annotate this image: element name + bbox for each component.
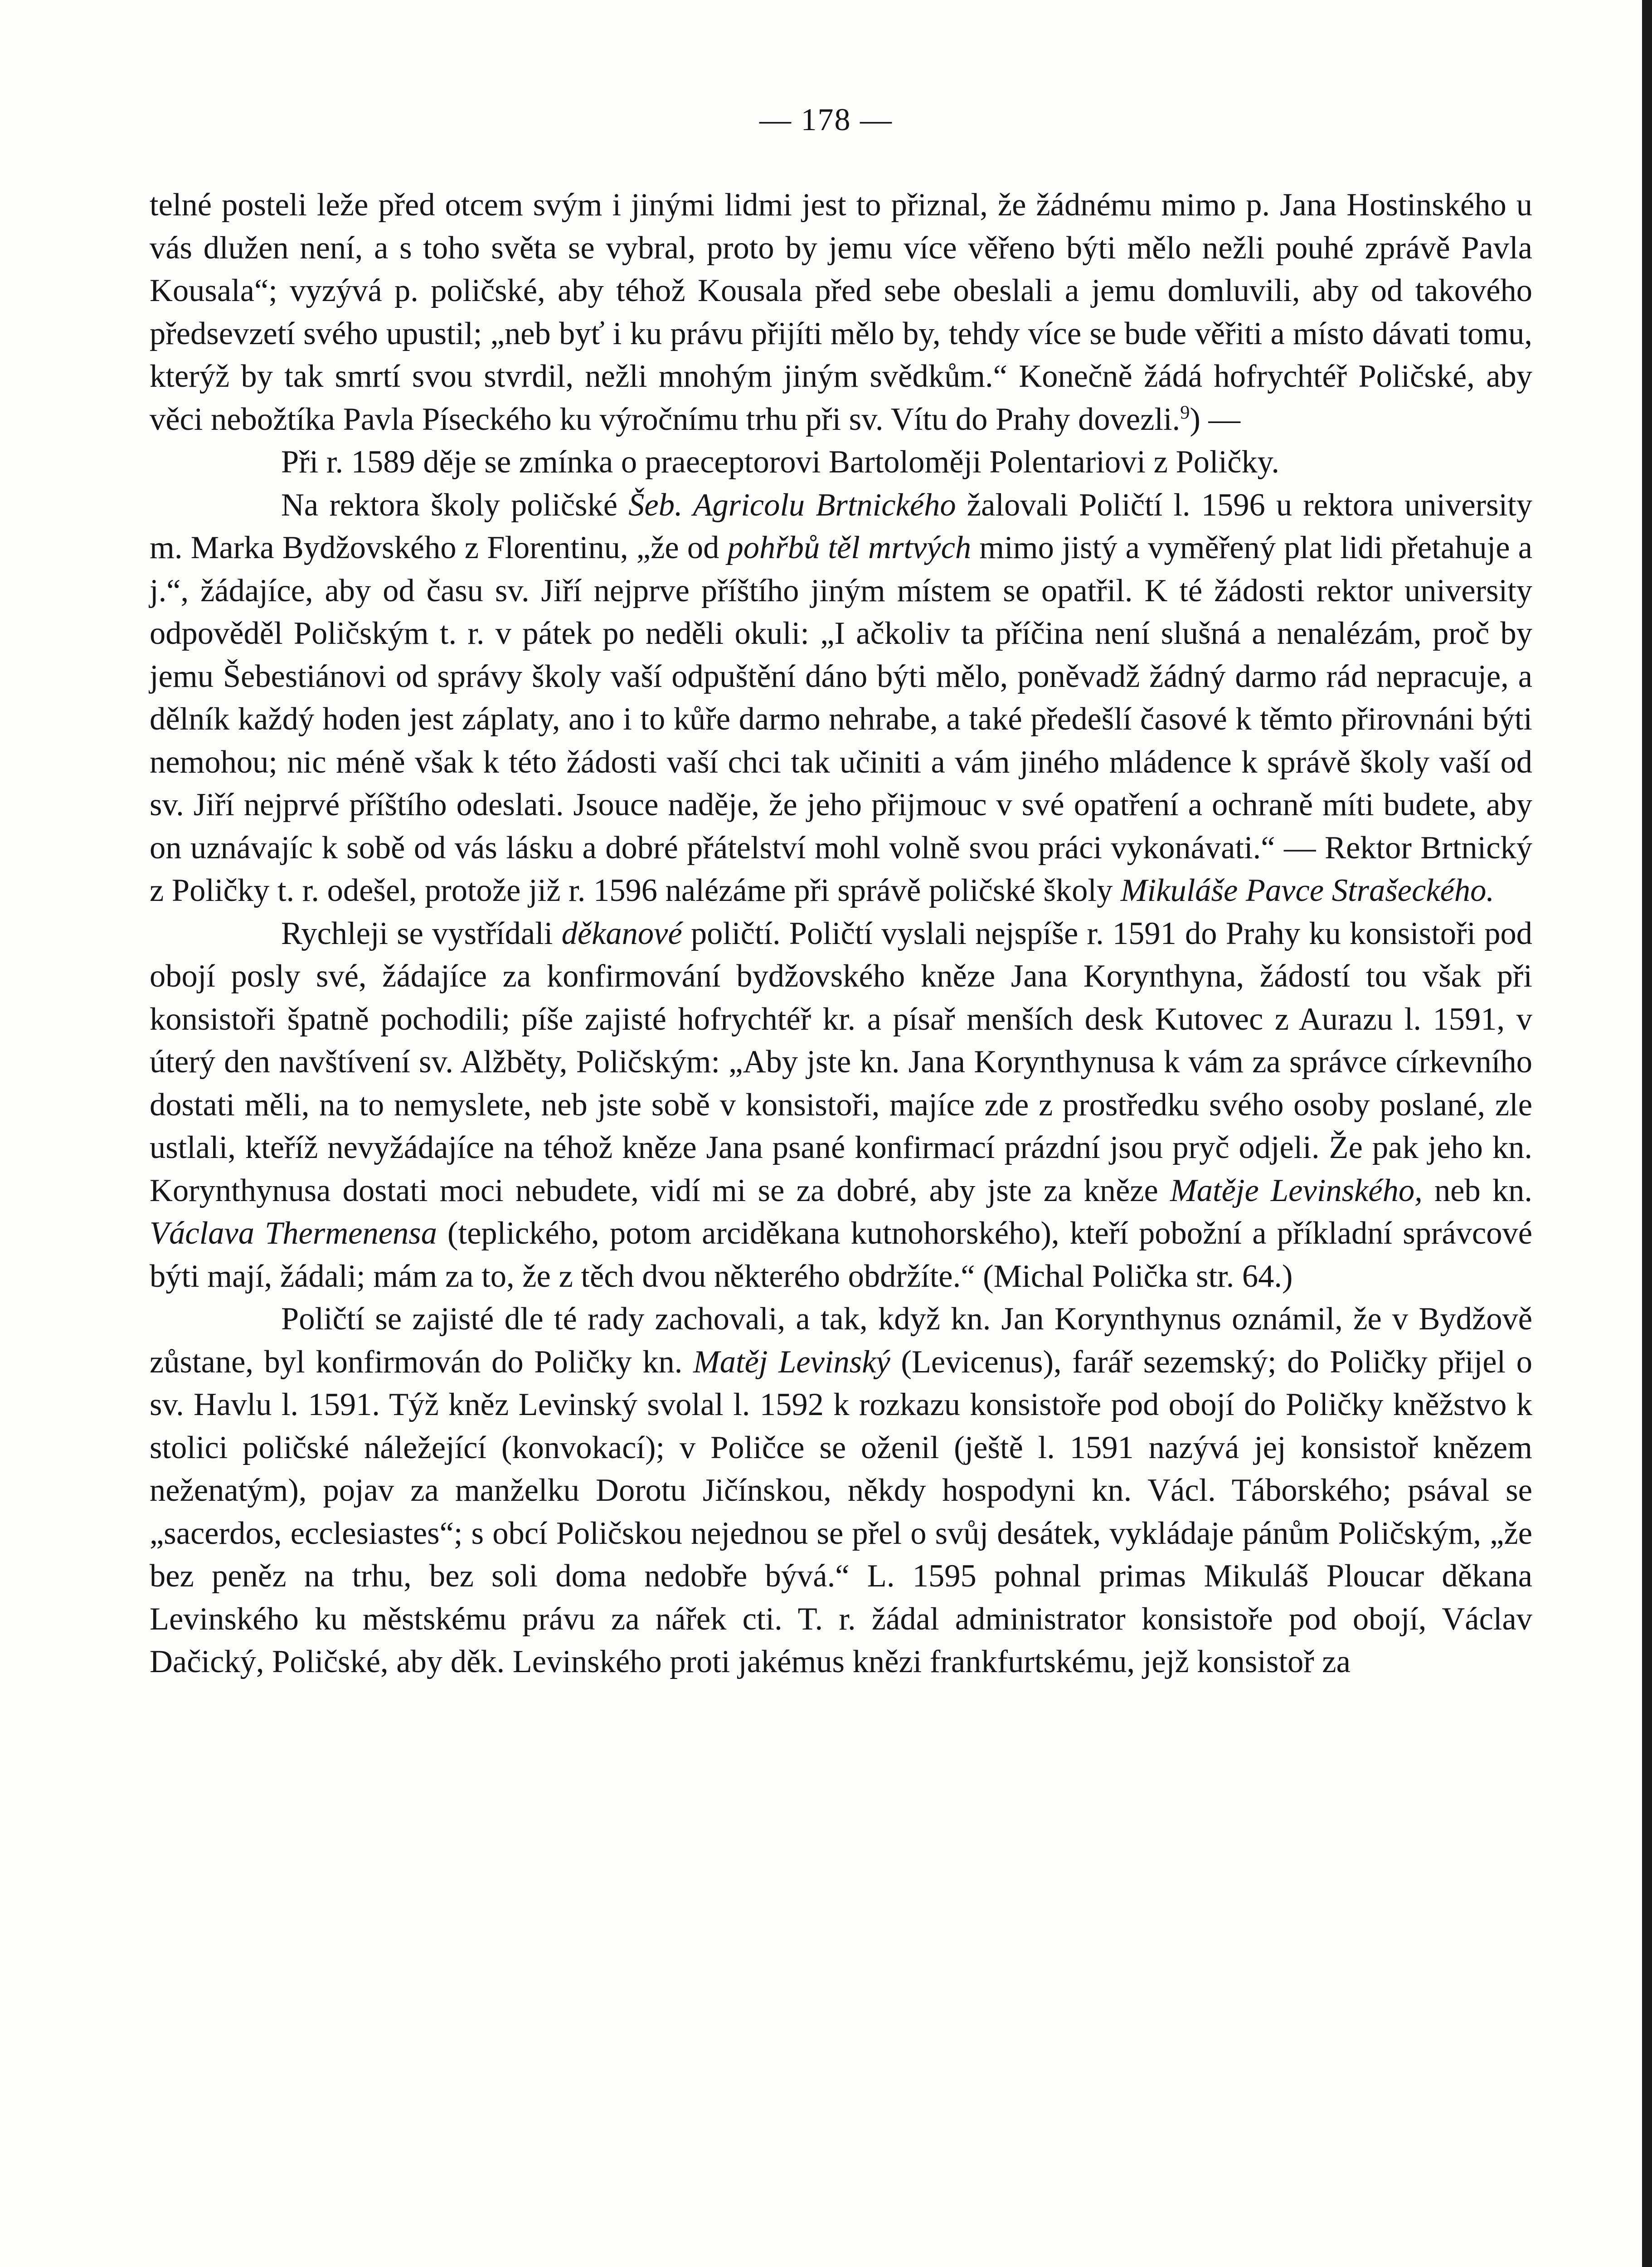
person-name-thermenensa: Václava Thermenensa [150, 1216, 437, 1251]
paragraph-4-text-a: Rychleji se vystřídali [281, 915, 562, 951]
paragraph-5 [150, 1298, 1532, 1683]
paragraph-4-text-b: poličtí. Poličtí vyslali nejspíše r. 1591 do Prahy ku konsistoři pod obojí posly své, žádajíce za konfirmování bydžovského kněze Jana Korynthyna, žádostí tou však při konsistoři špatně pochodili; píše zajisté hofrychtéř kr. a písař menších desk Kutovec z Aurazu l. 1591, v úterý den navštívení sv. Alžběty, Poličským: „Aby jste kn. Jana Korynthynusa k vám za správce církevního dostati měli, na to nemyslete, neb jste sobě v konsistoři, majíce zde z prostředku svého osoby poslané, zle ustlali, kteříž nevyžádajíce na téhož kněze Jana psané konfirmací prázdní jsou pryč odjeli. Že pak jeho kn. Korynthynusa dostati moci nebudete, vidí mi se za dobré, aby jste za kněze [150, 915, 1533, 1208]
paragraph-4-text-d: (teplického, potom arciděkana kutnohorského), kteří pobožní a příkladní správcové býti mají, žádali; mám za to, že z těch dvou některého obdržíte.“ (Michal Polička str. 64.) [150, 1216, 1532, 1294]
person-name-pavce: Mikuláše Pavce Strašeckého. [1120, 873, 1494, 908]
paragraph-1-text: telné posteli leže před otcem svým i jinými lidmi jest to přiznal, že žádnému mimo p. Jana Hostinského u vás dlužen není, a s toho světa se vybral, proto by jemu více věřeno býti mělo nežli pouhé zprávě Pavla Kousala“; vyzývá p. poličské, aby téhož Kousala před sebe obeslali a jemu domluvili, aby od takového předsevzetí svého upustil; „neb byť i ku právu přijíti mělo by, tehdy více se bude věřiti a místo dávati tomu, kterýž by tak smrtí svou stvrdil, nežli mnohým jiným svědkům.“ Konečně žádá hofrychtéř Poličské, aby věci nebožtíka Pavla Píseckého ku výročnímu trhu při sv. Vítu do Prahy dovezli. [150, 187, 1532, 437]
person-name-matej-levinsky: Matěj Levinský [693, 1344, 890, 1380]
person-name-levinsky: Matěje Levinského, [1170, 1172, 1423, 1208]
paragraph-4-text-c: neb kn. [1422, 1172, 1532, 1208]
term-dekanove: děkanové [561, 915, 682, 951]
paragraph-3-text-a: Na rektora školy poličské [281, 487, 629, 523]
paragraph-3-text-c: mimo jistý a vyměřený plat lidi přetahuje a j.“, žádajíce, aby od času sv. Jiří nejprve příštího jiným místem se opatřil. K té žádosti rektor university odpověděl Poličským t. r. v pátek po neděli okuli: „I ačkoliv ta příčina není slušná a nenalézám, proč by jemu Šebestiánovi od správy školy vaší odpuštění dáno býti mělo, poněvadž žádný darmo rád nepracuje, a dělník každý hoden jest záplaty, ano i to kůře darmo nehrabe, a také předešlí časové k těmto přirovnáni býti nemohou; nic méně však k této žádosti vaší chci tak učiniti a vám jiného mládence k správě školy vaší od sv. Jiří nejprvé příštího odeslati. Jsouce naděje, že jeho přijmouc v své opatření a ochraně míti budete, aby on uznávajíc k sobě od vás lásku a dobré přátelství mohl volně svou práci vykonávati.“ — Rektor Brtnický z Poličky t. r. odešel, protože již r. 1596 nalézáme při správě poličské školy [150, 530, 1532, 908]
paragraph-1-tail: ) — [1190, 401, 1240, 437]
quoted-phrase: pohřbů těl mrtvých [727, 530, 972, 565]
person-name-agricola: Šeb. Agricolu Brtnického [628, 487, 956, 523]
footnote-reference[interactable]: 9 [1180, 402, 1190, 423]
paragraph-4 [150, 912, 1532, 1298]
main-text [150, 184, 1532, 1683]
page-edge-shadow [1642, 0, 1652, 2267]
paragraph-5-text-a: Poličtí se zajisté dle té rady zachovali, a tak, když kn. Jan Korynthynus oznámil, že v Bydžově zůstane, byl konfirmován do Poličky kn. [150, 1301, 1532, 1380]
paragraph-1 [150, 184, 1532, 441]
paragraph-2: Při r. 1589 děje se zmínka o praeceptorovi Bartoloměji Polentariovi z Poličky. [281, 444, 1279, 480]
paragraph-3 [150, 484, 1532, 912]
paragraph-5-text-b: (Levicenus), farář sezemský; do Poličky přijel o sv. Havlu l. 1591. Týž kněz Levinský svolal l. 1592 k rozkazu konsistoře pod obojí do Poličky kněžstvo k stolici poličské náležející (konvokací); v Poličce se oženil (ještě l. 1591 nazývá jej konsistoř knězem neženatým), pojav za manželku Dorotu Jičínskou, někdy hospodyni kn. Václ. Táborského; psával se „sacerdos, ecclesiastes“; s obcí Poličskou nejednou se přel o svůj desátek, vykládaje pánům Poličským, „že bez peněz na trhu, bez soli doma nedobře bývá.“ L. 1595 pohnal primas Mikuláš Ploucar děkana Levinského ku městskému právu za nářek cti. T. r. žádal administrator konsistoře pod obojí, Václav Dačický, Poličské, aby děk. Levinského proti jakémus knězi frankfurtskému, jejž konsistoř za [150, 1344, 1532, 1679]
page-number: — 178 — [759, 102, 893, 137]
paragraph-3-text-b: žalovali Poličtí l. 1596 u rektora university m. Marka Bydžovského z Florentinu, „že od [150, 487, 1533, 565]
